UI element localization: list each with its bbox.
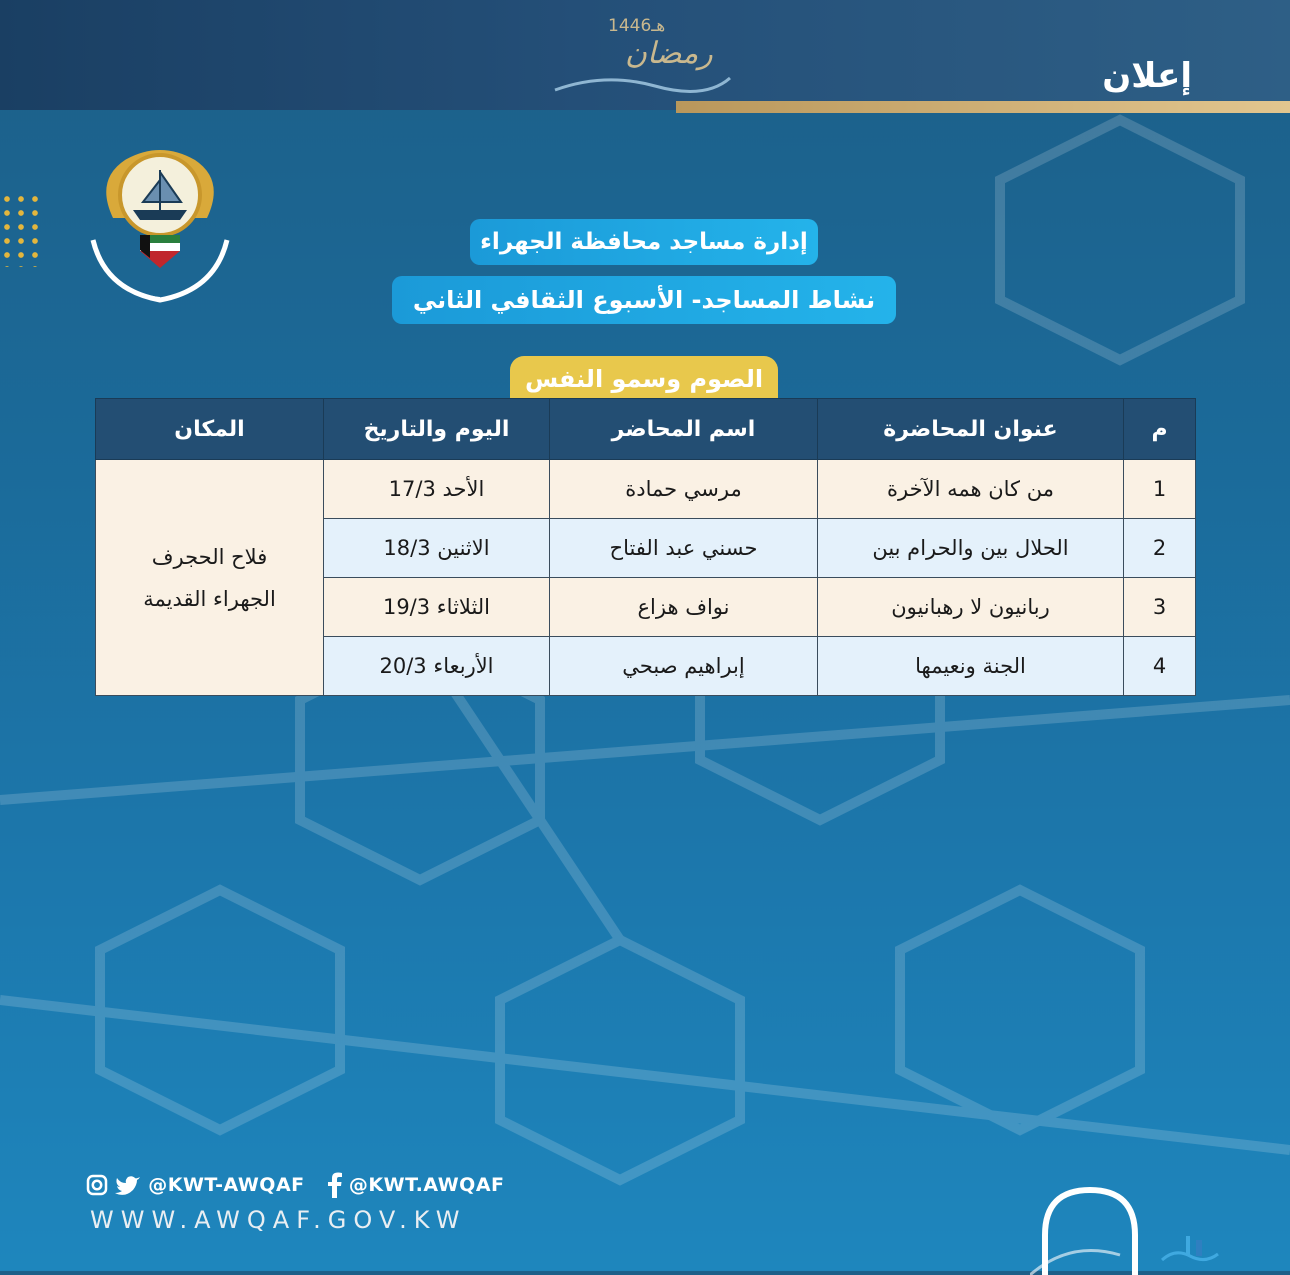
dot-pattern-decoration: [0, 192, 40, 267]
row-lecturer-name: إبراهيم صبحي: [550, 637, 818, 696]
row-lecture-title: ربانيون لا رهبانيون: [818, 578, 1124, 637]
row-day-date: الاثنين 18/3: [324, 519, 550, 578]
activity-title: نشاط المساجد- الأسبوع الثقافي الثاني: [392, 276, 896, 324]
social-handles: [86, 1172, 505, 1198]
row-lecture-title: الجنة ونعيمها: [818, 637, 1124, 696]
instagram-icon[interactable]: [86, 1174, 108, 1196]
row-lecture-title: الحلال بين والحرام بين: [818, 519, 1124, 578]
announcement-title: إعلان: [1102, 56, 1192, 96]
row-day-date: الثلاثاء 19/3: [324, 578, 550, 637]
place-line2: الجهراء القديمة: [143, 586, 276, 611]
ramadan-year: 1446هـ: [608, 16, 666, 36]
topic-tab: الصوم وسمو النفس: [510, 356, 778, 399]
department-title: إدارة مساجد محافظة الجهراء: [470, 219, 818, 265]
row-lecturer-name: مرسي حمادة: [550, 460, 818, 519]
row-number: 3: [1124, 578, 1196, 637]
row-number: 1: [1124, 460, 1196, 519]
handle-facebook[interactable]: @KWT.AWQAF: [348, 1174, 505, 1196]
header-number: م: [1124, 399, 1196, 460]
header-lecture-title: عنوان المحاضرة: [818, 399, 1124, 460]
campaign-logo: [1160, 1228, 1220, 1268]
row-day-date: الأربعاء 20/3: [324, 637, 550, 696]
row-lecturer-name: نواف هزاع: [550, 578, 818, 637]
header-lecturer-name: اسم المحاضر: [550, 399, 818, 460]
place-cell: [96, 460, 324, 696]
twitter-icon[interactable]: [115, 1174, 141, 1196]
lecture-schedule-table: [95, 398, 1196, 696]
handle-instagram-twitter[interactable]: @KWT-AWQAF: [148, 1174, 305, 1196]
place-line1: فلاح الحجرف: [151, 544, 268, 569]
facebook-icon[interactable]: [326, 1172, 342, 1198]
row-day-date: الأحد 17/3: [324, 460, 550, 519]
arch-decoration: [1030, 1185, 1150, 1275]
website-url[interactable]: WWW.AWQAF.GOV.KW: [90, 1206, 467, 1234]
header-day-date: اليوم والتاريخ: [324, 399, 550, 460]
table-row: [96, 460, 1196, 519]
ministry-emblem-logo: [85, 140, 235, 310]
row-number: 2: [1124, 519, 1196, 578]
row-number: 4: [1124, 637, 1196, 696]
row-lecturer-name: حسني عبد الفتاح: [550, 519, 818, 578]
gold-divider: [676, 101, 1290, 113]
ramadan-word: رمضان: [625, 36, 713, 71]
header-place: المكان: [96, 399, 324, 460]
row-lecture-title: من كان همه الآخرة: [818, 460, 1124, 519]
table-header-row: [96, 399, 1196, 460]
